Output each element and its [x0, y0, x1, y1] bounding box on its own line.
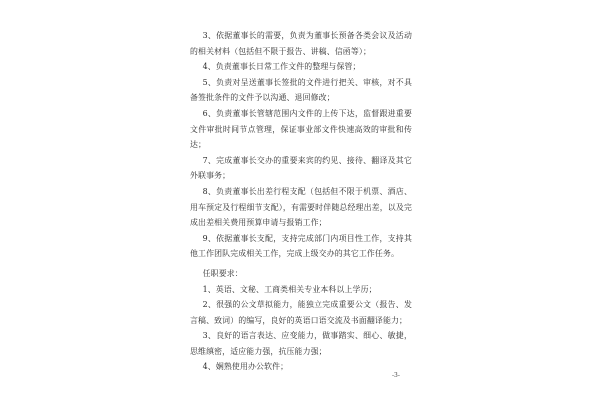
- paragraph-requirement-3: 3、良好的语言表达、应变能力，做事踏实、细心、敏捷，思维缜密，适应能力强，抗压能力强；: [190, 331, 412, 356]
- requirements-heading: 任职要求：: [202, 268, 243, 278]
- paragraph-duty-7: 7、完成董事长交办的重要来宾的约见、接待、翻译及其它外联事务；: [190, 155, 412, 181]
- paragraph-duty-6: 6、负责董事长管辖范围内文件的上传下达，监督跟进重要文件审批时间节点管理，保证事业部文件快速高效的审批和传达；: [190, 108, 412, 150]
- paragraph-duty-3: 3、依据董事长的需要，负责为董事长预备各类会议及活动的相关材料（包括但不限于报告、讲稿、信函等）；: [190, 31, 412, 56]
- page-number: -3-: [392, 372, 400, 379]
- document-body: [190, 28, 412, 375]
- paragraph-requirement-2: 2、很强的公文草拟能力，能独立完成重要公文（报告、发言稿、致词）的编写，良好的英语口语交流及书面翻译能力；: [190, 300, 412, 325]
- paragraph-duty-8: 8、负责董事长出差行程支配（包括但不限于机票、酒店、用车预定及行程细节支配），有需要时伴随总经理出差，以及完成出差相关费用预算申请与报销工作；: [190, 186, 412, 228]
- paragraph-duty-4: 4、负责董事长日常工作文件的整理与保管；: [202, 62, 361, 72]
- paragraph-duty-9: 9、依据董事长支配，支持完成部门内项目性工作，支持其他工作团队完成相关工作，完成上级交办的其它工作任务。: [190, 233, 412, 259]
- paragraph-duty-5: 5、负责对呈送董事长签批的文件进行把关、审核，对不具备签批条件的文件予以沟通、退回修改；: [190, 77, 412, 103]
- paragraph-requirement-1: 1、英语、文秘、工商类相关专业本科以上学历；: [202, 284, 377, 294]
- paragraph-requirement-4: 4、娴熟使用办公软件；: [202, 362, 289, 372]
